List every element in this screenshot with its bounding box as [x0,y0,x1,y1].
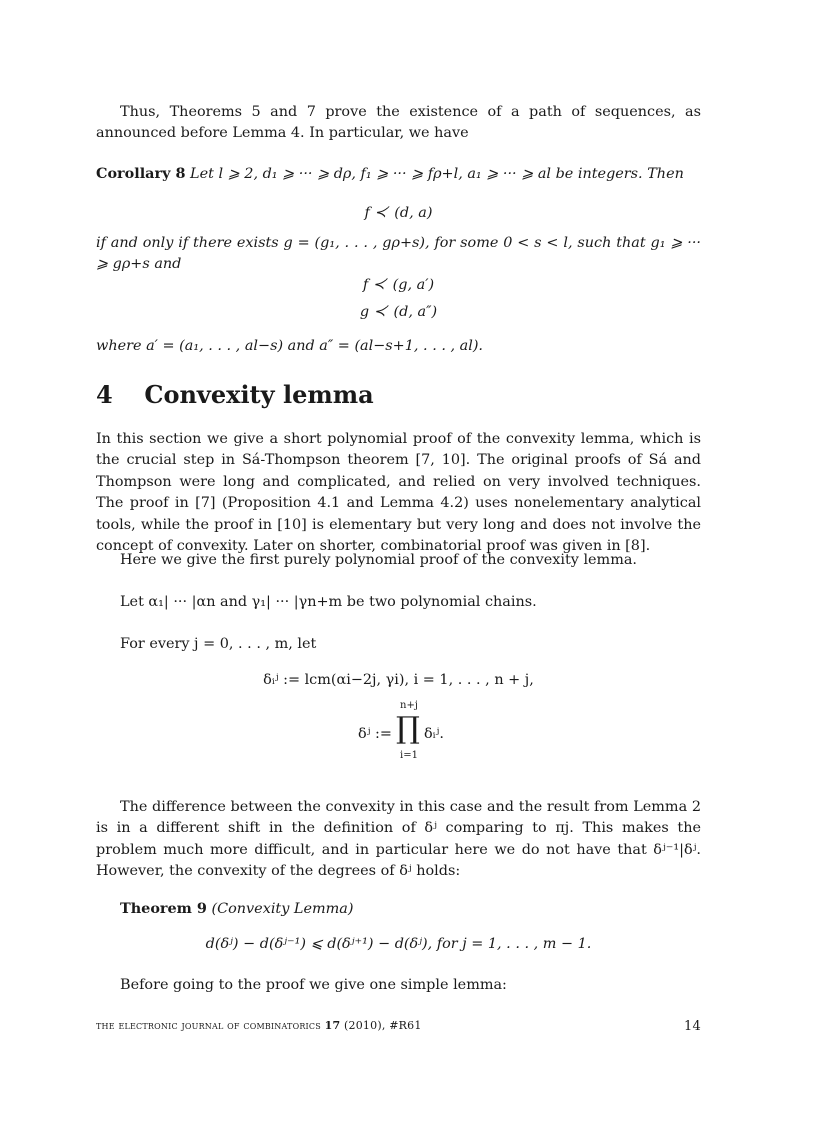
delta-i-definition: δᵢʲ := lcm(αi−2j, γi), i = 1, . . . , n + j, [263,672,534,688]
page-number: 14 [684,1019,701,1034]
theorem-equation: d(δʲ) − d(δʲ⁻¹) ⩽ d(δʲ⁺¹) − d(δʲ), for j = 1, . . . , m − 1. [205,936,592,952]
footer-volume: 17 [324,1019,341,1032]
corollary-statement [96,163,701,185]
corollary-condition: if and only if there exists g = (g₁, . . . , gρ+s), for some 0 < s < l, such that g₁ ⩾ ··· ⩾ gρ+s and [96,235,701,273]
corollary-equation-3: g ≺′ (d, a″) [359,304,438,320]
theorem-name: (Convexity Lemma) [211,901,354,917]
product-lower-limit: i=1 [400,750,418,761]
product-upper-limit: n+j [400,700,418,711]
intro-paragraph: Thus, Theorems 5 and 7 prove the existence of a path of sequences, as announced before Lemma 4. In particular, we have [96,104,701,142]
corollary-text: Let l ⩾ 2, d₁ ⩾ ··· ⩾ dρ, f₁ ⩾ ··· ⩾ fρ+l, a₁ ⩾ ··· ⩾ al be integers. Then [190,166,684,182]
corollary-where: where a′ = (a₁, . . . , al−s) and a″ = (al−s+1, . . . , al). [96,338,484,354]
theorem-label: Theorem 9 [120,900,207,917]
delta-rhs: δᵢʲ. [424,726,444,742]
corollary-equation-1: f ≺′ (d, a) [364,205,433,221]
section-title: Convexity lemma [144,380,374,409]
section-paragraph-2: Here we give the first purely polynomial proof of the convexity lemma. [120,552,638,568]
footer-year-ref: (2010), #R61 [344,1019,422,1032]
delta-lhs: δʲ := [358,726,392,742]
corollary-equation-2: f ≺′ (g, a′) [362,277,435,293]
section-paragraph-3: The difference between the convexity in this case and the result from Lemma 2 is in a different shift in the definition of δʲ comparing to πj. This makes the problem much more difficult, and in particular here we do not have that δʲ⁻¹|δʲ. However, the convexity of the degrees of δʲ holds: [96,799,701,880]
product-symbol: ∏ [396,711,420,746]
delta-product-definition [338,700,458,766]
page-footer [96,1019,701,1032]
corollary-label: Corollary 8 [96,165,186,182]
footer-journal: the electronic journal of combinatorics [96,1019,321,1032]
section-number: 4 [96,380,113,409]
before-proof-sentence: Before going to the proof we give one simple lemma: [120,977,507,993]
theorem-heading [96,898,701,920]
section-paragraph-1: In this section we give a short polynomial proof of the convexity lemma, which is the crucial step in Sá-Thompson theorem [7, 10]. The original proofs of Sá and Thompson were long and complicated, and relied on very involved techniques. The proof in [7] (Proposition 4.1 and Lemma 4.2) uses nonelementary analytical tools, while the proof in [10] is elementary but very long and does not involve the concept of convexity. Later on shorter, combinatorial proof was given in [8]. [96,431,701,555]
section-heading [96,380,374,409]
chains-sentence: Let α₁| ··· |αn and γ₁| ··· |γn+m be two polynomial chains. [120,594,537,610]
for-every-sentence: For every j = 0, . . . , m, let [120,636,317,652]
